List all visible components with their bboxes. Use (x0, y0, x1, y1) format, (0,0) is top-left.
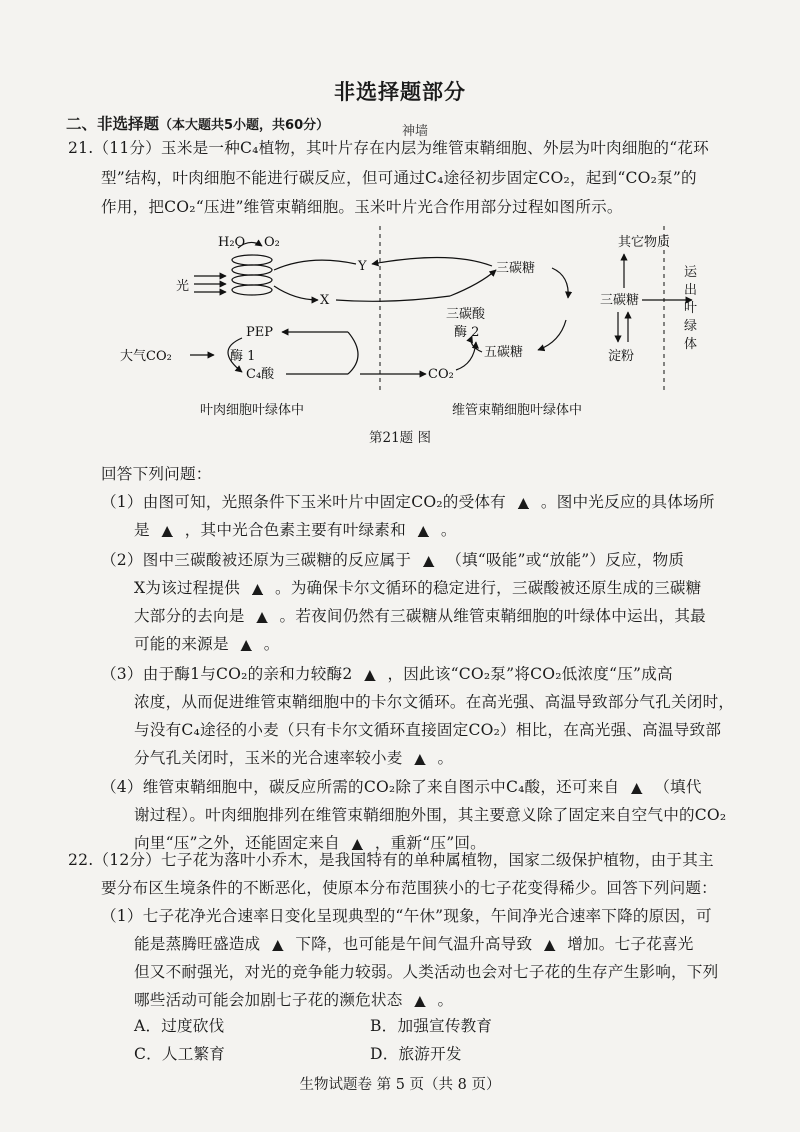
triose-label: 三碳糖 (496, 261, 536, 276)
question-line (101, 662, 673, 684)
y-label: Y (358, 259, 367, 274)
other-substances-label: 其它物质 (618, 235, 671, 250)
question-text: 。图中光反应的具体场所 (540, 493, 715, 511)
h2o-label: H₂O (218, 235, 246, 250)
question-text: （1）由图可知，光照条件下玉米叶片中固定CO₂的受体有 (101, 493, 506, 511)
question-text: 。 (263, 635, 280, 653)
question-text: 浓度，从而促进维管束鞘细胞中的卡尔文循环。在高光强、高温导致部分气孔关闭时， (134, 693, 735, 711)
question-text: 。为确保卡尔文循环的稳定进行，三碳酸被还原生成的三碳糖 (275, 579, 702, 597)
c4acid-label: C₄酸 (246, 367, 275, 382)
question-line (134, 604, 706, 626)
question-text: X为该过程提供 (134, 579, 241, 597)
question-text: 与没有C₄途径的小麦（只有卡尔文循环直接固定CO₂）相比，在高光强、高温导致部 (134, 721, 722, 739)
question-text: （3）由于酶1与CO₂的亲和力较酶2 (101, 665, 353, 683)
answer-blank[interactable]: ▲ (414, 993, 426, 1009)
question-line (134, 632, 280, 654)
question-text: 能是蒸腾旺盛造成 (134, 935, 261, 953)
answer-blank[interactable]: ▲ (417, 523, 429, 539)
option-a[interactable]: A．过度砍伐 (134, 1017, 225, 1035)
triose-to-triose2 (552, 268, 568, 298)
section-note: （本大题共5小题，共60分） (159, 118, 330, 133)
question-line (134, 576, 701, 598)
question-line (134, 518, 457, 540)
answer-blank[interactable]: ▲ (423, 553, 435, 569)
answer-blank[interactable]: ▲ (252, 581, 264, 597)
svg-text:叶: 叶 (684, 301, 698, 316)
question-line (134, 960, 718, 982)
question-text: 但又不耐强光，对光的竞争能力较弱。人类活动也会对七子花的生存产生影响，下列 (134, 963, 719, 981)
question-line (134, 803, 726, 825)
question-text: ，重新“压”回。 (374, 834, 486, 852)
section-label: 二、非选择题 (66, 115, 160, 133)
question-text: （填代 (654, 778, 702, 796)
light-label: 光 (176, 279, 190, 294)
x-label: X (320, 293, 330, 308)
page-title: 非选择题部分 (334, 80, 466, 104)
svg-text:体: 体 (684, 337, 698, 352)
question-text: 增加。七子花喜光 (567, 935, 694, 953)
question-line (134, 932, 694, 954)
answer-blank[interactable]: ▲ (161, 523, 173, 539)
starch-label: 淀粉 (608, 349, 635, 364)
q22-stem-line-2: 要分布区生境条件的不断恶化，使原本分布范围狭小的七子花变得稀少。回答下列问题： (101, 879, 717, 897)
photosynthesis-diagram (120, 224, 710, 424)
pep-label: PEP (246, 325, 273, 340)
question-line (134, 690, 734, 712)
x-out-arrow (274, 286, 318, 300)
q21-stem-line-3: 作用，把CO₂“压进”维管束鞘细胞。玉米叶片光合作用部分过程如图所示。 (101, 198, 623, 216)
bundle-sheath-label: 维管束鞘细胞叶绿体中 (452, 403, 583, 418)
question-text: 是 (134, 521, 150, 539)
x-to-cycle (336, 296, 450, 301)
question-text: （1）七子花净光合速率日变化呈现典型的“午休”现象，午间净光合速率下降的原因，可 (101, 907, 712, 925)
question-line (134, 988, 453, 1010)
pga-label: 三碳酸 (446, 307, 486, 322)
answer-blank[interactable]: ▲ (240, 637, 252, 653)
co2-label: CO₂ (428, 367, 454, 382)
enzyme1-label: 酶 1 (230, 349, 256, 364)
answer-blank[interactable]: ▲ (256, 609, 268, 625)
question-text: （2）图中三碳酸被还原为三碳糖的反应属于 (101, 551, 412, 569)
question-text: （4）维管束鞘细胞中，碳反应所需的CO₂除了来自图示中C₄酸，还可来自 (101, 778, 620, 796)
q21-prompt: 回答下列问题： (101, 465, 212, 483)
triose2-to-rubp (538, 320, 566, 350)
question-text: 。 (437, 991, 454, 1009)
y-in-arrow (274, 260, 356, 270)
option-b[interactable]: B．加强宣传教育 (370, 1017, 493, 1035)
question-text: （填“吸能”或“放能”）反应，物质 (446, 551, 685, 569)
question-text: 可能的来源是 (134, 635, 229, 653)
question-text: 向里“压”之外，还能固定来自 (134, 834, 340, 852)
svg-text:运: 运 (684, 265, 698, 280)
atm-co2-label: 大气CO₂ (120, 349, 172, 364)
section-heading (66, 112, 329, 134)
q22-stem-line-1: 22.（12分）七子花为落叶小乔木，是我国特有的单种属植物，国家二级保护植物，由于其主 (68, 851, 714, 869)
question-line (101, 775, 702, 797)
question-line (134, 718, 721, 740)
question-text: 下降，也可能是午间气温升高导致 (295, 935, 533, 953)
q21-stem-line-2: 型”结构，叶肉细胞不能进行碳反应，但可通过C₄途径初步固定CO₂，起到“CO₂泵”的 (101, 169, 697, 187)
question-text: ，其中光合色素主要有叶绿素和 (184, 521, 406, 539)
c4-loop (348, 332, 358, 374)
answer-blank[interactable]: ▲ (364, 667, 376, 683)
thylakoid-icon (232, 255, 272, 295)
question-text: 大部分的去向是 (134, 607, 245, 625)
question-text: 。 (437, 749, 454, 767)
question-text: 哪些活动可能会加剧七子花的濒危状态 (134, 991, 403, 1009)
o2-label: O₂ (264, 235, 280, 250)
answer-blank[interactable]: ▲ (631, 780, 643, 796)
enzyme2-label: 酶 2 (454, 325, 480, 340)
question-text: 谢过程）。叶肉细胞排列在维管束鞘细胞外围，其主要意义除了固定来自空气中的CO₂ (134, 806, 727, 824)
question-line (101, 904, 712, 926)
option-d[interactable]: D．旅游开发 (370, 1045, 462, 1063)
answer-blank[interactable]: ▲ (414, 751, 426, 767)
answer-blank[interactable]: ▲ (544, 937, 556, 953)
triose2-label: 三碳糖 (600, 293, 640, 308)
answer-blank[interactable]: ▲ (351, 836, 363, 852)
question-text: ，因此该“CO₂泵”将CO₂低浓度“压”成高 (387, 665, 673, 683)
rubp-label: 五碳糖 (484, 345, 524, 360)
question-line (134, 746, 453, 768)
margin-note: 神墙 (402, 124, 429, 139)
triose-to-y (372, 257, 492, 266)
svg-text:绿: 绿 (684, 319, 698, 334)
figure-caption: 第21题 图 (369, 430, 431, 446)
svg-text:出: 出 (684, 283, 698, 298)
answer-blank[interactable]: ▲ (517, 495, 529, 511)
question-text: 。若夜间仍然有三碳糖从维管束鞘细胞的叶绿体中运出，其最 (279, 607, 706, 625)
option-c[interactable]: C．人工繁育 (134, 1045, 226, 1063)
page-footer: 生物试题卷 第 5 页（共 8 页） (299, 1077, 501, 1093)
mesophyll-label: 叶肉细胞叶绿体中 (200, 403, 305, 418)
export-label (684, 265, 698, 352)
cycle-to-triose (450, 270, 496, 296)
answer-blank[interactable]: ▲ (272, 937, 284, 953)
q21-stem-line-1: 21.（11分）玉米是一种C₄植物，其叶片存在内层为维管束鞘细胞、外层为叶肉细胞的“花环 (68, 139, 709, 157)
question-line (101, 548, 684, 570)
question-text: 。 (440, 521, 457, 539)
question-line (101, 490, 715, 512)
question-text: 分气孔关闭时，玉米的光合速率较小麦 (134, 749, 403, 767)
